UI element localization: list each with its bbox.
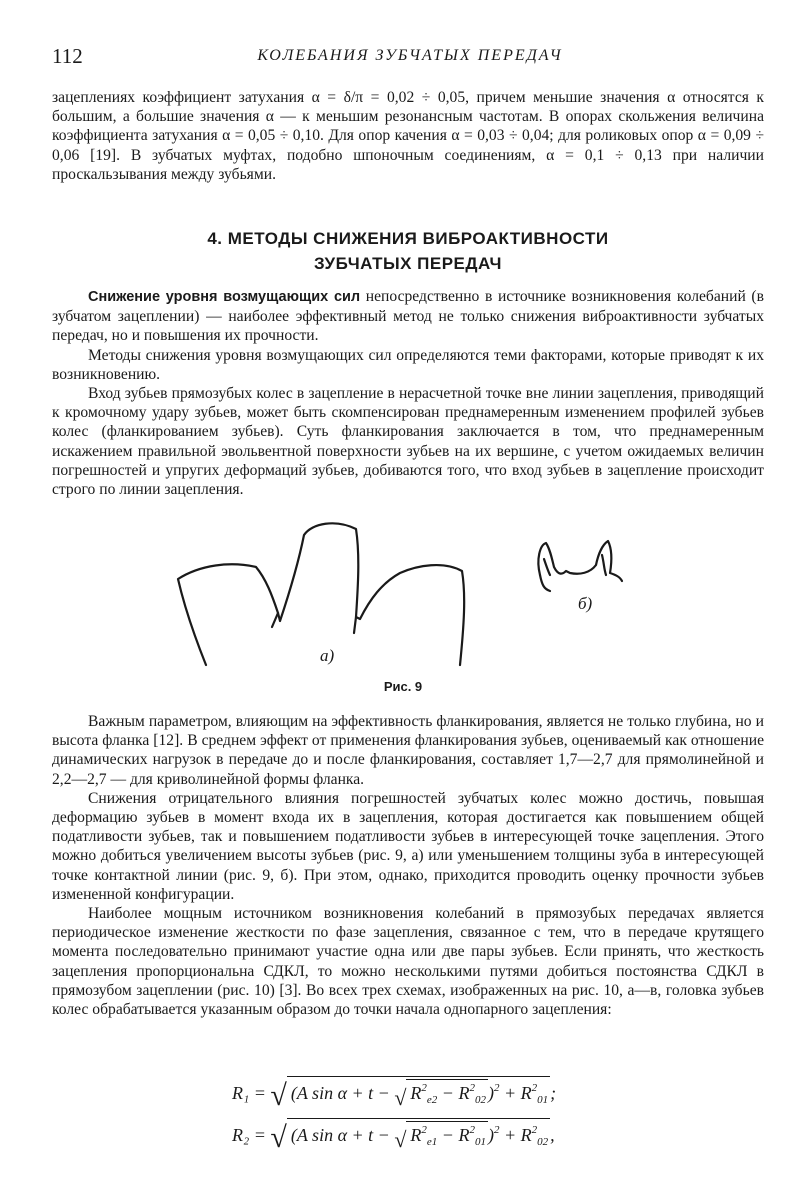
formula-exp: 2 xyxy=(469,1082,475,1094)
intro-text-block xyxy=(52,88,764,184)
formula-r1-end: ; xyxy=(550,1083,557,1103)
paragraph-6: Наиболее мощным источником возникновения колебаний в прямозубых передачах является периодическое изменение жесткости по фазе зацепления, связанное с тем, что в передаче крутящего момента последовательно принимают участие одна или две пары зубьев. Если принять, что жесткость зацепления пропорциональна СДКЛ, то можно несколькими путями добиться постоянства СДКЛ в прямозубом зацеплении (рис. 10) [3]. Во всех трех схемах, изображенных на рис. 10, а—в, головка зубьев колес обрабатывается указанным образом до точки начала однопарного зацепления: xyxy=(52,905,764,1019)
running-title: КОЛЕБАНИЯ ЗУБЧАТЫХ ПЕРЕДАЧ xyxy=(257,47,563,64)
paragraph-1 xyxy=(52,287,764,346)
figure-label-a: а) xyxy=(320,646,335,665)
tooth-profile-b-left-stem xyxy=(540,575,550,591)
text-block-before-figure xyxy=(52,287,764,499)
formula-r1: R₁ = √ (A sin α + t − √ $R^2_{e2} - R^2_{02}$ )$^2 + R^2_{01}$ ; xyxy=(232,1076,556,1113)
formula-r1-radicand: (A sin α + t − √ $R^2_{e2} - R^2_{02}$ )$^2 + R^2_{01}$ xyxy=(287,1076,550,1111)
formula-exp: 2 xyxy=(421,1082,427,1094)
formula-r2-term2: R xyxy=(458,1125,470,1145)
formula-r1-tail-sub: 01 xyxy=(537,1094,549,1106)
formula-r1-term1: R xyxy=(410,1083,422,1103)
flank-notch-right xyxy=(354,617,356,633)
formula-exp: 2 xyxy=(493,1124,500,1136)
section-title-line-1: 4. МЕТОДЫ СНИЖЕНИЯ ВИБРОАКТИВНОСТИ xyxy=(207,229,609,248)
formula-r1-tail: R xyxy=(520,1083,532,1103)
figure-9 xyxy=(160,515,630,695)
formula-r2-radicand: (A sin α + t − √ $R^2_{e1} - R^2_{01}$ )$^2 + R^2_{02}$ xyxy=(287,1118,550,1153)
section-title-line-2: ЗУБЧАТЫХ ПЕРЕДАЧ xyxy=(314,254,502,273)
paragraph-5: Снижения отрицательного влияния погрешностей зубчатых колес можно достичь, повышая деформацию зубьев в момент входа их в зацепления, которая достигается как повышением общей податливости зубьев, так и повышением податливости зубьев в интересующей точке зацепления. Этого можно добиться увеличением высоты зубьев (рис. 9, а) или уменьшением толщины зуба в интересующей точке контактной линии (рис. 9, б). При этом, однако, приходится проводить оценку прочности зубьев измененной конфигурации. xyxy=(52,789,764,903)
section-title xyxy=(52,226,764,276)
formula-r2-end: , xyxy=(550,1125,555,1145)
formula-r2-term1-sub: e1 xyxy=(426,1136,438,1148)
formula-r2-lhs: R₂ xyxy=(232,1125,250,1145)
formula-r2: R₂ = √ (A sin α + t − √ $R^2_{e1} - R^2_{01}$ )$^2 + R^2_{02}$ , xyxy=(232,1118,555,1155)
paragraph-2: Методы снижения уровня возмущающих сил определяются теми факторами, которые приводят к их возникновению. xyxy=(52,346,764,383)
formula-r1-term2-sub: 02 xyxy=(474,1094,486,1106)
page-header xyxy=(52,44,768,72)
formula-r2-tail: R xyxy=(520,1125,532,1145)
formula-exp: 2 xyxy=(493,1082,500,1094)
formula-exp: 2 xyxy=(421,1124,427,1136)
paragraph-1-rest: непосредственно в источнике возникновения колебаний (в зубчатом зацеплении) — наиболее эффективный метод не только снижения виброактивности зубчатых передач, но и повышения их прочности. xyxy=(52,288,764,345)
gear-teeth-outline-a xyxy=(178,523,464,665)
intro-paragraph: зацеплениях коэффициент затухания α = δ/π = 0,02 ÷ 0,05, причем меньшие значения α относятся к большим, а большие значения α — к меньшим резонансным частотам. В опорах скольжения величина коэффициента затухания α = 0,05 ÷ 0,10. Для опор качения α = 0,03 ÷ 0,04; для роликовых опор α = 0,09 ÷ 0,06 [19]. В зубчатых муфтах, подобно шпоночным соединениям, α = 0,1 ÷ 0,13 при наличии проскальзывания между зубьями. xyxy=(52,89,764,183)
formula-r2-term1: R xyxy=(410,1125,422,1145)
page-number: 112 xyxy=(52,44,83,68)
flank-notch-left xyxy=(272,613,278,627)
paragraph-4: Важным параметром, влияющим на эффективность фланкирования, является не только глубина, но и высота фланка [12]. В среднем эффект от применения фланкирования зубьев, оцениваемый как отношение динамических нагрузок в передаче до и после фланкирования, составляет 1,7—2,7 для прямолинейной и 2,2—2,7 — для криволинейной формы фланка. xyxy=(52,713,764,788)
formula-r1-inner: A sin α + t − xyxy=(296,1083,390,1103)
formula-r2-tail-sub: 02 xyxy=(537,1136,549,1148)
tooth-b-left-inner xyxy=(544,559,550,575)
tooth-profile-drawing xyxy=(160,515,630,695)
formula-exp: 2 xyxy=(469,1124,475,1136)
paragraph-3: Вход зубьев прямозубых колес в зацепление в нерасчетной точке вне линии зацепления, приводящий к кромочному удару зубьев, может быть скомпенсирован преднамеренным изменением профилей зубьев колес (фланкированием зубьев). Суть фланкирования заключается в том, что преднамеренным искажением правильной эвольвентной поверхности зубьев на их вершине, с учетом ожидаемых величин погрешностей и упругих деформаций зубьев, добиваются того, что вход зубьев в зацепление происходит строго по линии зацепления. xyxy=(52,385,764,499)
formula-r2-inner: A sin α + t − xyxy=(296,1125,390,1145)
figure-caption: Рис. 9 xyxy=(383,679,423,694)
text-block-after-figure xyxy=(52,712,764,1019)
formula-r2-term2-sub: 01 xyxy=(474,1136,486,1148)
formula-exp: 2 xyxy=(531,1124,538,1136)
formula-r1-term2: R xyxy=(458,1083,470,1103)
formula-r1-lhs: R₁ xyxy=(232,1083,250,1103)
formula-r1-term1-sub: e2 xyxy=(426,1094,438,1106)
figure-label-b: б) xyxy=(578,594,593,613)
paragraph-lead: Снижение уровня возмущающих сил xyxy=(88,289,361,305)
tooth-b-right-inner xyxy=(602,555,606,575)
formula-exp: 2 xyxy=(531,1082,538,1094)
